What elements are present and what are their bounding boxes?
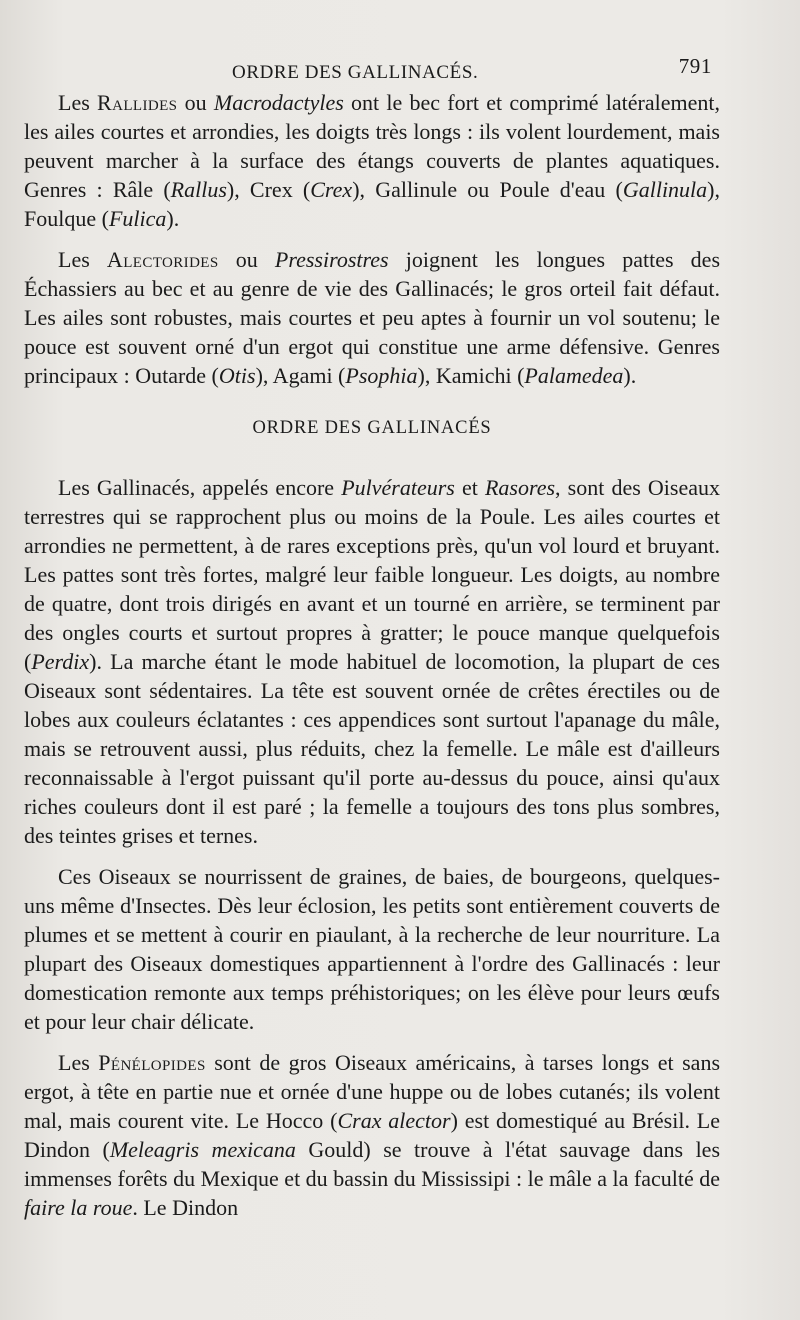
running-title: ORDRE DES GALLINACÉS. bbox=[232, 62, 479, 83]
term-macrodactyles: Macrodactyles bbox=[213, 90, 344, 115]
genus-rallus: Rallus bbox=[170, 177, 227, 202]
species-crax-alector: Crax alector bbox=[337, 1108, 451, 1133]
paragraph-nourriture: Ces Oiseaux se nourrissent de graines, de baies, de bourgeons, quelques-uns même d'Insectes. Dès leur éclosion, les petits sont entièrement couverts de plumes et se mettent à courir en piaulant, à la recherche de leur nourriture. La plupart des Oiseaux domestiques appartiennent à l'ordre des Gallinacés : leur domestication remonte aux temps préhistoriques; on les élève pour leurs œufs et pour leur chair délicate. bbox=[24, 864, 720, 1034]
term-pulverateurs: Pulvérateurs bbox=[341, 475, 455, 500]
section-title: ORDRE DES GALLINACÉS bbox=[252, 418, 492, 438]
term-alectorides: Alectorides bbox=[106, 247, 219, 272]
genus-perdix: Perdix bbox=[31, 649, 90, 674]
paragraph-penelopides: Les Pénélopides sont de gros Oiseaux américains, à tarses longs et sans ergot, à tête en partie nue et ornée d'une huppe ou de lobes cutanés; ils volent mal, mais courent vite. Le Hocco (Crax alector) est domestiqué au Brésil. Le Dindon (Meleagris mexicana Gould) se trouve à l'état sauvage dans les immenses forêts du Mexique et du bassin du Mississipi : le mâle a la faculté de faire la roue. Le Dindon bbox=[24, 1050, 721, 1220]
paragraph-rallides: Les Rallides ou Macrodactyles ont le bec fort et comprimé latéralement, les ailes courtes et arrondies, les doigts très longs : ils volent lourdement, mais peuvent marcher à la surface des étangs couverts de plantes aquatiques. Genres : Râle (Rallus), Crex (Crex), Gallinule ou Poule d'eau (Gallinula), Foulque (Fulica). bbox=[24, 90, 721, 231]
term-penelopides: Pénélopides bbox=[98, 1050, 206, 1075]
paragraph-alectorides: Les Alectorides ou Pressirostres joignent les longues pattes des Échassiers au bec et au genre de vie des Gallinacés; le gros orteil fait défaut. Les ailes sont robustes, mais courtes et peu aptes à fournir un vol soutenu; le pouce est souvent orné d'un ergot qui constitue une arme défensive. Genres principaux : Outarde (Otis), Agami (Psophia), Kamichi (Palamedea). bbox=[24, 247, 721, 388]
genus-psophia: Psophia bbox=[345, 363, 418, 388]
species-meleagris-mexicana: Meleagris mexicana bbox=[109, 1137, 296, 1162]
running-header bbox=[24, 54, 720, 88]
genus-palamedea: Palamedea bbox=[524, 363, 624, 388]
term-pressirostres: Pressirostres bbox=[274, 247, 389, 272]
genus-crex: Crex bbox=[310, 177, 353, 202]
page-number: 791 bbox=[678, 54, 712, 78]
genus-gallinula: Gallinula bbox=[622, 177, 708, 202]
phrase-faire-la-roue: faire la roue bbox=[24, 1195, 133, 1220]
term-rasores: Rasores bbox=[484, 475, 556, 500]
paragraph-gallinaces: Les Gallinacés, appelés encore Pulvérateurs et Rasores, sont des Oiseaux terrestres qui se rapprochent plus ou moins de la Poule. Les ailes courtes et arrondies ne permettent, à de rares exceptions près, qu'un vol lourd et bruyant. Les pattes sont très fortes, malgré leur faible longueur. Les doigts, au nombre de quatre, dont trois dirigés en avant et un tourné en arrière, se terminent par des ongles courts et surtout propres à gratter; le pouce manque quelquefois (Perdix). La marche étant le mode habituel de locomotion, la plupart de ces Oiseaux sont sédentaires. La tête est souvent ornée de crêtes érectiles ou de lobes aux couleurs éclatantes : ces appendices sont surtout l'apanage du mâle, mais se retrouvent aussi, plus réduits, chez la femelle. Le mâle est d'ailleurs reconnaissable à l'ergot puissant qu'il porte au-dessus du pouce, ainsi qu'aux riches couleurs dont il est paré ; la femelle a toujours des tons plus sombres, des teintes grises et ternes. bbox=[24, 475, 720, 848]
genus-otis: Otis bbox=[218, 363, 256, 388]
genus-fulica: Fulica bbox=[108, 206, 167, 231]
term-rallides: Rallides bbox=[97, 90, 178, 115]
